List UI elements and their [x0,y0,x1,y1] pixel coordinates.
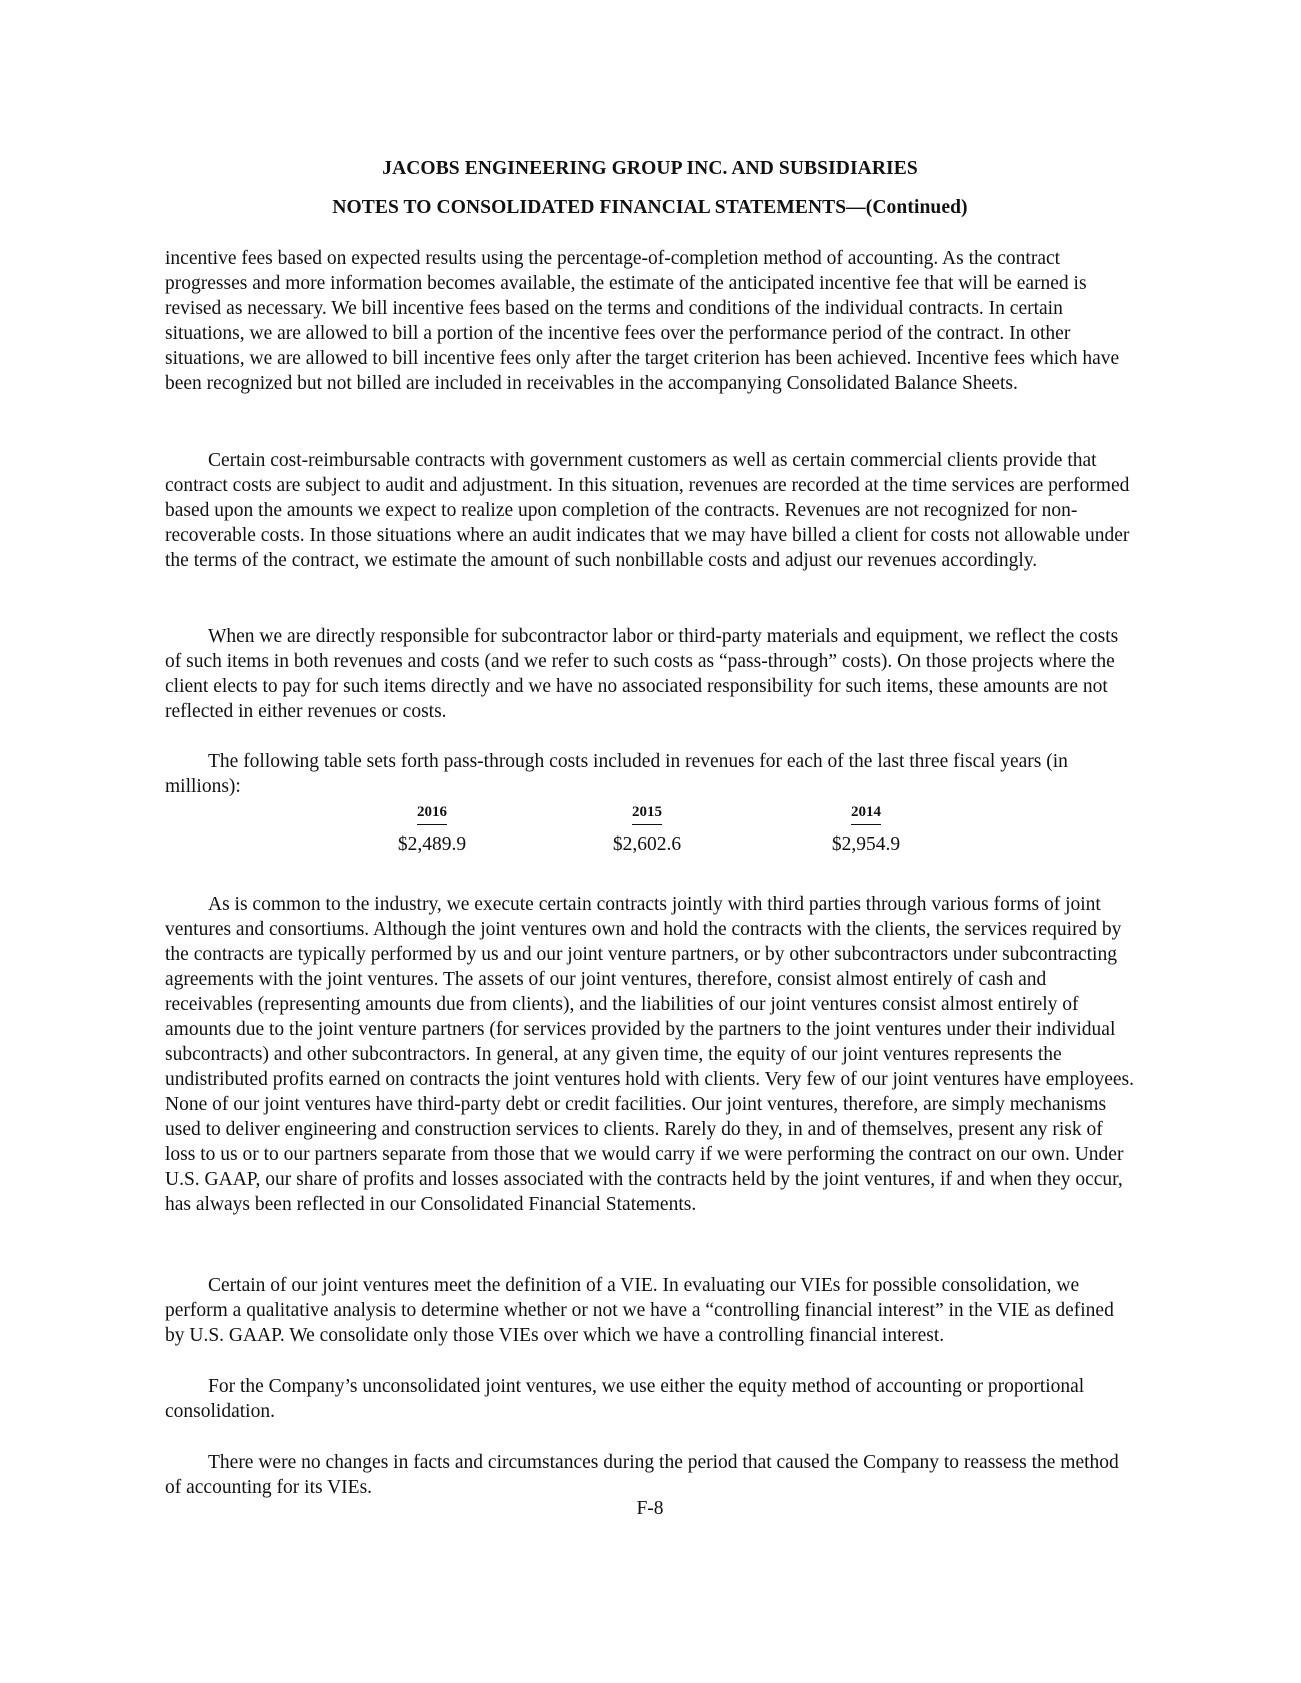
amount-value: $2,489.9 [397,834,467,855]
paragraph-table-intro: The following table sets forth pass-through costs included in revenues for each of the last three fiscal years (in millions): [165,751,1068,797]
page-number: F-8 [636,1498,664,1519]
amount-value: $2,954.9 [831,834,901,855]
paragraph-vie-definition: Certain of our joint ventures meet the definition of a VIE. In evaluating our VIEs for possible consolidation, we perform a qualitative analysis to determine whether or not we have a “controlling financial interest” in the VIE as defined by U.S. GAAP. We consolidate only those VIEs over which we have a controlling financial interest. [165,1275,1114,1346]
paragraph-joint-ventures: As is common to the industry, we execute certain contracts jointly with third parties through various forms of joint ventures and consortiums. Although the joint ventures own and hold the contracts with the clients, the services required by the contracts are typically performed by us and our joint venture partners, or by other subcontractors under subcontracting agreements with the joint ventures. The assets of our joint ventures, therefore, consist almost entirely of cash and receivables (representing amounts due from clients), and the liabilities of our joint ventures consist almost entirely of amounts due to the joint venture partners (for services provided by the partners to the joint ventures under their individual subcontracts) and other subcontractors. In general, at any given time, the equity of our joint ventures represents the undistributed profits earned on contracts the joint ventures hold with clients. Very few of our joint ventures have employees. None of our joint ventures have third-party debt or credit facilities. Our joint ventures, therefore, are simply mechanisms used to deliver engineering and construction services to clients. Rarely do they, in and of themselves, present any risk of loss to us or to our partners separate from those that we would carry if we were performing the contract on our own. Under U.S. GAAP, our share of profits and losses associated with the contracts held by the joint ventures, if and when they occur, has always been reflected in our Consolidated Financial Statements. [165,894,1134,1215]
notes-subtitle-heading: NOTES TO CONSOLIDATED FINANCIAL STATEMENTS—(Continued) [332,197,968,218]
paragraph-pass-through-costs: When we are directly responsible for subcontractor labor or third-party materials and equipment, we reflect the costs of such items in both revenues and costs (and we refer to such costs as “pass-through” costs). On those projects where the client elects to pay for such items directly and we have no associated responsibility for such items, these amounts are not reflected in either revenues or costs. [165,626,1119,722]
table-column [362,803,502,856]
table-column [577,803,717,856]
paragraph-no-changes: There were no changes in facts and circumstances during the period that caused the Company to reassess the method of accounting for its VIEs. [165,1452,1119,1498]
amount-value: $2,602.6 [612,834,682,855]
company-name-heading: JACOBS ENGINEERING GROUP INC. AND SUBSIDIARIES [382,158,918,179]
paragraph-cost-reimbursable-contracts: Certain cost-reimbursable contracts with government customers as well as certain commercial clients provide that contract costs are subject to audit and adjustment. In this situation, revenues are recorded at the time services are performed based upon the amounts we expect to realize upon completion of the contracts. Revenues are not recognized for non-recoverable costs. In those situations where an audit indicates that we may have billed a client for costs not allowable under the terms of the contract, we estimate the amount of such nonbillable costs and adjust our revenues accordingly. [165,450,1130,571]
year-header: 2016 [417,804,447,825]
paragraph-unconsolidated-jv: For the Company’s unconsolidated joint ventures, we use either the equity method of accounting or proportional consolidation. [165,1376,1085,1422]
table-column [796,803,936,856]
year-header: 2015 [632,804,662,825]
pass-through-costs-table [165,803,1135,863]
year-header: 2014 [851,804,881,825]
paragraph-incentive-fees: incentive fees based on expected results using the percentage-of-completion method of accounting. As the contract progresses and more information becomes available, the estimate of the anticipated incentive fee that will be earned is revised as necessary. We bill incentive fees based on the terms and conditions of the individual contracts. In certain situations, we are allowed to bill a portion of the incentive fees over the performance period of the contract. In other situations, we are allowed to bill incentive fees only after the target criterion has been achieved. Incentive fees which have been recognized but not billed are included in receivables in the accompanying Consolidated Balance Sheets. [165,248,1120,394]
